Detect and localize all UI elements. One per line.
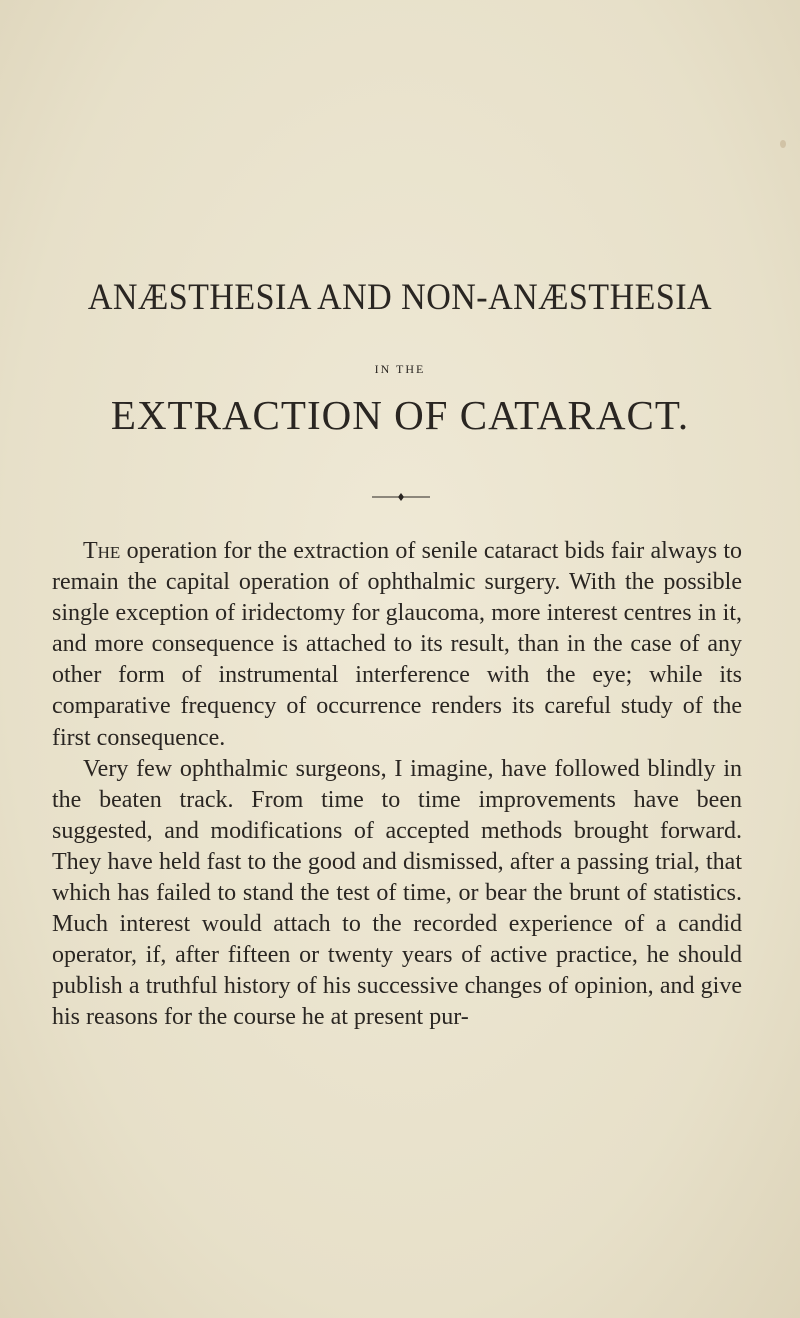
paper-stain bbox=[780, 140, 786, 148]
ornamental-rule bbox=[372, 489, 430, 505]
paragraph-1-text: operation for the extraction of senile cataract bids fair always to remain the capital operation of ophthalmic surgery. With the possible single exception of iridectomy for glaucoma, more interest centres in it, and more consequence is attached to its result, than in the case of any other form of instrumental interference with the eye; while its comparative frequency of occurrence renders its careful study of the first consequence. bbox=[52, 538, 742, 751]
paragraph-2-text: Very few ophthalmic surgeons, I imagine, have followed blindly in the beaten track. From time to time improvements have been suggested, and modifications of accepted methods brought forward. They have held fast to the good and dismissed, after a passing trial, that which has failed to stand the test of time, or bear the brunt of statistics. Much interest would attach to the recorded experience of a candid operator, if, after fifteen or twenty years of active practice, he should publish a truthful history of his successive changes of opinion, and give his reasons for the course he at present pur- bbox=[52, 755, 742, 1031]
page-title: ANÆSTHESIA AND NON-ANÆSTHESIA bbox=[87, 277, 713, 318]
paragraph-1 bbox=[52, 536, 742, 754]
paragraph-2 bbox=[52, 754, 742, 1034]
paragraph-1-lead: The bbox=[83, 538, 121, 564]
title-connector: IN THE bbox=[374, 362, 426, 376]
body-text bbox=[52, 536, 742, 1034]
page-subtitle: EXTRACTION OF CATARACT. bbox=[110, 392, 690, 438]
